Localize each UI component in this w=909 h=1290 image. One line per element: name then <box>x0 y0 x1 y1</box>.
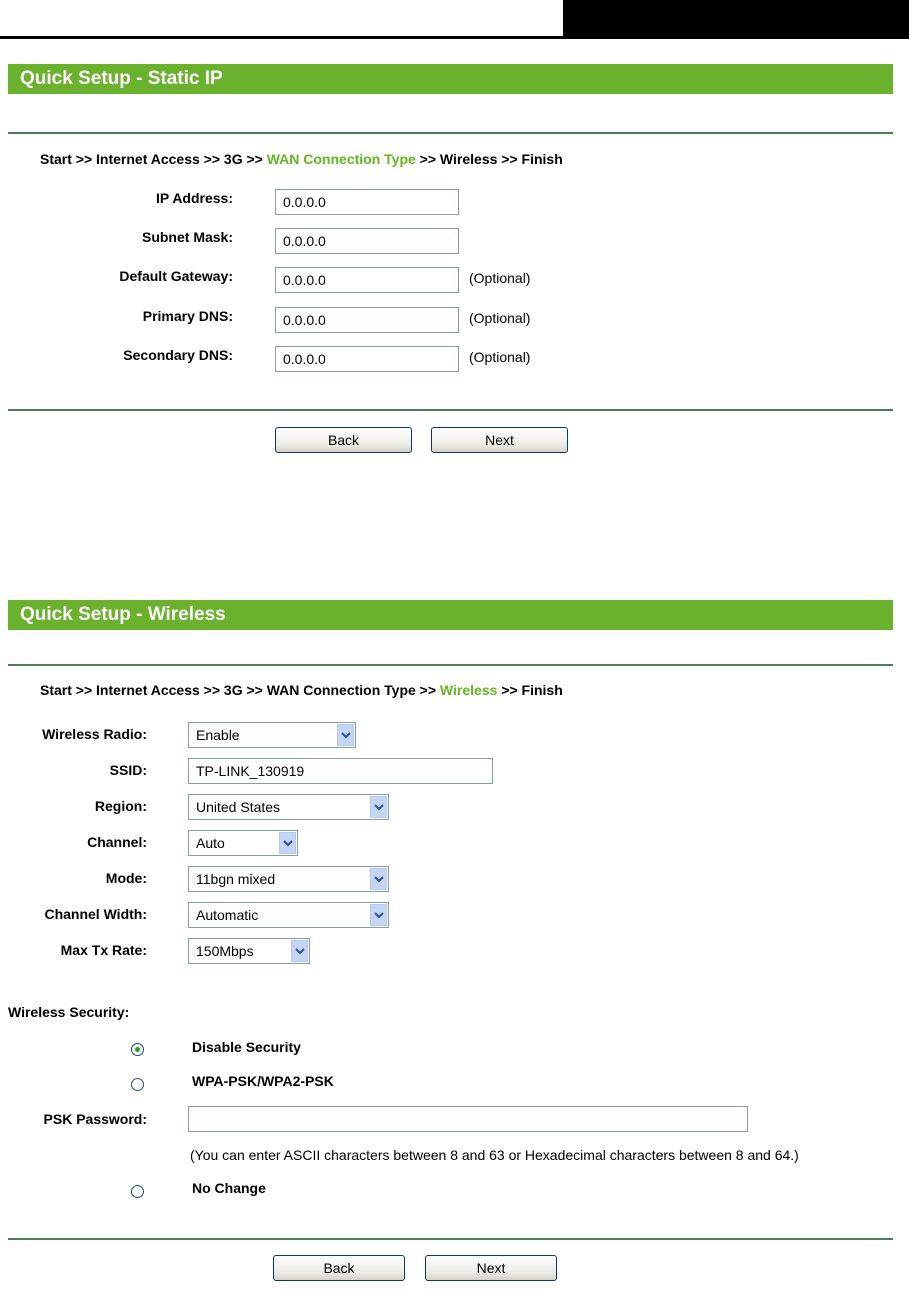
ip-address-label: IP Address: <box>155 190 233 206</box>
breadcrumb <box>40 151 563 167</box>
wireless-radio-select[interactable] <box>188 722 356 748</box>
ssid-input[interactable]: TP-LINK_130919 <box>188 758 493 784</box>
region-value: United States <box>196 799 281 815</box>
psk-password-input[interactable] <box>188 1106 748 1132</box>
default-gateway-input[interactable]: 0.0.0.0 <box>275 267 459 293</box>
channel-width-label: Channel Width: <box>44 906 147 922</box>
doc-header-rule <box>0 36 909 39</box>
mode-select[interactable] <box>188 866 389 892</box>
default-gateway-label: Default Gateway: <box>119 268 233 284</box>
breadcrumb-active-step: WAN Connection Type <box>266 151 416 167</box>
psk-password-hint: (You can enter ASCII characters between 8 and 63 or Hexadecimal characters between 8 and 64.) <box>190 1147 799 1163</box>
no-change-label: No Change <box>192 1180 266 1196</box>
wpa-psk-label: WPA-PSK/WPA2-PSK <box>192 1073 334 1089</box>
mode-value: 11bgn mixed <box>196 871 276 887</box>
subnet-mask-input[interactable]: 0.0.0.0 <box>275 228 459 254</box>
primary-dns-label: Primary DNS: <box>142 308 233 324</box>
chevron-down-icon[interactable] <box>370 868 387 890</box>
back-button[interactable]: Back <box>273 1255 405 1281</box>
secondary-dns-input[interactable]: 0.0.0.0 <box>275 346 459 372</box>
no-change-radio[interactable] <box>131 1185 144 1198</box>
channel-label: Channel: <box>87 834 147 850</box>
ssid-label: SSID: <box>109 762 147 778</box>
wireless-radio-value: Enable <box>196 727 240 743</box>
channel-width-select[interactable] <box>188 902 389 928</box>
chevron-down-icon[interactable] <box>370 796 387 818</box>
ip-address-input[interactable]: 0.0.0.0 <box>275 189 459 215</box>
breadcrumb-suffix: >> Wireless >> Finish <box>415 151 563 167</box>
max-tx-rate-select[interactable] <box>188 938 310 964</box>
wireless-security-heading: Wireless Security: <box>8 1004 130 1020</box>
wireless-radio-label: Wireless Radio: <box>42 726 147 742</box>
breadcrumb-suffix: >> Finish <box>497 682 563 698</box>
chevron-down-icon[interactable] <box>291 940 308 962</box>
chevron-down-icon[interactable] <box>370 904 387 926</box>
max-tx-rate-value: 150Mbps <box>196 943 254 959</box>
region-label: Region: <box>94 798 147 814</box>
chevron-down-icon[interactable] <box>279 832 296 854</box>
divider <box>8 1238 893 1240</box>
divider <box>8 409 893 411</box>
doc-header-bar <box>563 0 909 36</box>
next-button[interactable]: Next <box>431 427 568 453</box>
next-button[interactable]: Next <box>425 1255 557 1281</box>
optional-note: (Optional) <box>469 270 531 286</box>
chevron-down-icon[interactable] <box>337 724 354 746</box>
region-select[interactable] <box>188 794 389 820</box>
secondary-dns-label: Secondary DNS: <box>123 347 233 363</box>
back-button[interactable]: Back <box>275 427 412 453</box>
optional-note: (Optional) <box>469 349 531 365</box>
disable-security-label: Disable Security <box>192 1039 301 1055</box>
mode-label: Mode: <box>105 870 147 886</box>
breadcrumb-prefix: Start >> Internet Access >> 3G >> <box>40 151 267 167</box>
primary-dns-input[interactable]: 0.0.0.0 <box>275 307 459 333</box>
channel-select[interactable] <box>188 830 298 856</box>
divider <box>8 132 893 134</box>
breadcrumb-active-step: Wireless <box>439 682 498 698</box>
channel-value: Auto <box>196 835 225 851</box>
psk-password-label: PSK Password: <box>43 1111 147 1127</box>
disable-security-radio[interactable] <box>131 1043 144 1056</box>
breadcrumb <box>40 682 563 698</box>
max-tx-rate-label: Max Tx Rate: <box>60 942 147 958</box>
static-ip-title: Quick Setup - Static IP <box>8 64 893 94</box>
breadcrumb-prefix: Start >> Internet Access >> 3G >> WAN Connection Type >> <box>40 682 440 698</box>
divider <box>8 664 893 666</box>
wireless-title: Quick Setup - Wireless <box>8 600 893 630</box>
channel-width-value: Automatic <box>196 907 259 923</box>
subnet-mask-label: Subnet Mask: <box>141 229 233 245</box>
wpa-psk-radio[interactable] <box>131 1078 144 1091</box>
optional-note: (Optional) <box>469 310 531 326</box>
